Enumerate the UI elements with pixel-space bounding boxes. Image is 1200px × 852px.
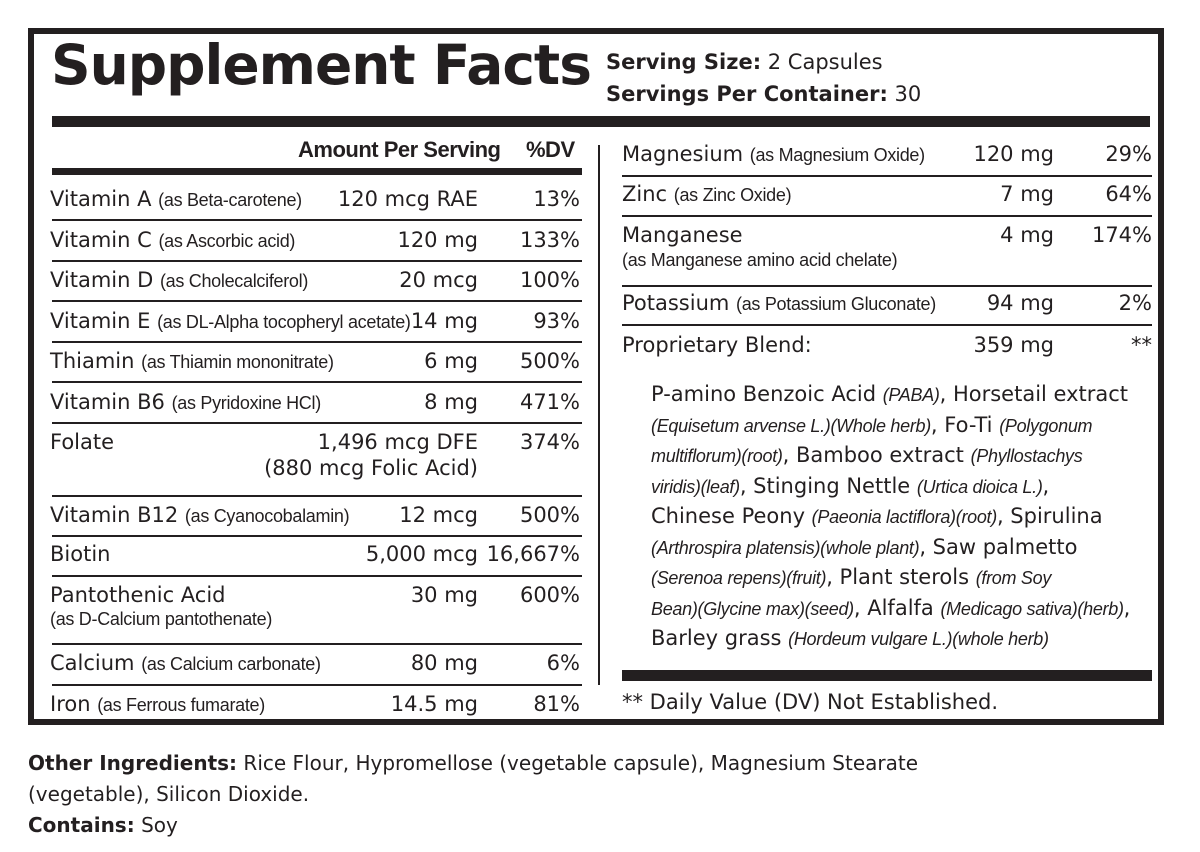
blend-line (651, 411, 1141, 442)
panel-title: Supplement Facts (51, 33, 591, 97)
nutrient-source: (as Cyanocobalamin) (184, 506, 350, 526)
daily-value: 133% (519, 228, 580, 252)
row-divider (52, 300, 582, 302)
row-divider (52, 422, 582, 424)
amount-per-serving: 120 mg (397, 228, 478, 252)
amount-per-serving: 8 mg (424, 390, 478, 414)
botanical-name: (Arthrospira platensis)(whole plant) (651, 537, 920, 558)
daily-value: 64% (1105, 182, 1152, 206)
other-ingredients: Other Ingredients: Rice Flour, Hypromellose (vegetable capsule), Magnesium Stearate (28, 751, 919, 775)
nutrient-name: Pantothenic Acid (50, 583, 226, 607)
nutrient-name: Vitamin C (as Ascorbic acid) (50, 228, 296, 252)
nutrient-name: Vitamin D (as Cholecalciferol) (50, 268, 309, 292)
nutrient-name: Biotin (50, 542, 111, 566)
nutrient-source: (as D-Calcium pantothenate) (50, 609, 273, 629)
ingredient-name: , Plant sterols (826, 565, 976, 589)
amount-per-serving: 12 mcg (399, 503, 478, 527)
amount-per-serving: 5,000 mcg (365, 542, 478, 566)
daily-value: 100% (519, 268, 580, 292)
blend-line (651, 441, 1141, 472)
daily-value: ** (1131, 333, 1152, 357)
amount-per-serving: 7 mg (1000, 182, 1054, 206)
row-divider (52, 219, 582, 221)
nutrient-source: (as Ascorbic acid) (158, 231, 296, 251)
amount-per-serving: 120 mcg RAE (337, 187, 478, 211)
nutrient-name: Thiamin (as Thiamin mononitrate) (50, 349, 334, 373)
row-divider (622, 215, 1152, 217)
amount-per-serving: 20 mcg (399, 268, 478, 292)
nutrient-name: Zinc (as Zinc Oxide) (622, 182, 792, 206)
daily-value: 500% (519, 349, 580, 373)
amount-per-serving: 80 mg (410, 651, 478, 675)
row-divider (52, 575, 582, 577)
daily-value: 93% (533, 309, 580, 333)
nutrient-source: (as Manganese amino acid chelate) (622, 250, 898, 270)
blend-line (651, 472, 1141, 503)
blend-line (651, 502, 1141, 533)
ingredient-name: , Spirulina (996, 504, 1103, 528)
botanical-name: (Serenoa repens)(fruit) (651, 568, 827, 588)
botanical-name: (Equisetum arvense L.)(Whole herb) (651, 415, 931, 436)
ingredient-name: , Bamboo extract (782, 443, 971, 467)
amount-column-header: Amount Per Serving (298, 137, 501, 162)
daily-value: 2% (1118, 291, 1152, 315)
botanical-name: (Hordeum vulgare L.)(whole herb) (788, 629, 1049, 649)
right-bottom-rule (622, 670, 1152, 681)
botanical-name: (Urtica dioica L.) (916, 476, 1043, 497)
amount-per-serving: 359 mg (973, 333, 1054, 357)
nutrient-source: (as Potassium Gluconate) (736, 294, 936, 314)
amount-secondary: (880 mcg Folic Acid) (264, 456, 478, 480)
amount-per-serving: 14.5 mg (390, 692, 478, 716)
amount-per-serving: 1,496 mcg DFE (317, 430, 478, 454)
botanical-name: (PABA) (882, 385, 940, 405)
nutrient-source: (as Zinc Oxide) (673, 185, 792, 205)
other-ingredients-section (28, 748, 1168, 841)
nutrient-name: Magnesium (as Magnesium Oxide) (622, 142, 925, 166)
ingredient-name: , Horsetail extract (939, 382, 1129, 406)
nutrient-source: (as Ferrous fumarate) (97, 695, 265, 715)
amount-per-serving: 4 mg (1000, 223, 1054, 247)
nutrient-name: Vitamin B6 (as Pyridoxine HCl) (50, 390, 321, 414)
row-divider (622, 285, 1152, 287)
ingredient-name: , Fo-Ti (930, 412, 1000, 437)
row-divider (52, 495, 582, 497)
botanical-name: (Medicago sativa)(herb) (940, 598, 1124, 619)
left-header-rule (52, 168, 582, 175)
amount-per-serving: 6 mg (424, 349, 478, 373)
nutrient-source: (as Beta-carotene) (158, 190, 302, 210)
row-divider (52, 260, 582, 262)
ingredient-name: P-amino Benzoic Acid (651, 382, 883, 406)
daily-value: 471% (519, 390, 580, 414)
botanical-name: Bean)(Glycine max)(seed) (651, 598, 854, 619)
nutrient-name: Iron (as Ferrous fumarate) (50, 692, 265, 716)
nutrient-name: Potassium (as Potassium Gluconate) (622, 291, 936, 315)
botanical-name: (Polygonum (999, 415, 1093, 436)
nutrient-name: Vitamin A (as Beta-carotene) (50, 187, 302, 211)
nutrient-source: (as Cholecalciferol) (159, 271, 309, 291)
proprietary-blend-ingredients (651, 380, 1141, 655)
ingredient-name: , (1042, 473, 1050, 498)
row-divider (52, 643, 582, 645)
top-thick-rule (52, 116, 1150, 127)
blend-line (651, 380, 1141, 411)
other-ingredients-cont: (vegetable), Silicon Dioxide. (28, 782, 310, 806)
ingredient-name: , Stinging Nettle (739, 473, 917, 498)
row-divider (52, 535, 582, 537)
amount-per-serving: 30 mg (410, 583, 478, 607)
ingredient-name: , Alfalfa (853, 595, 941, 620)
amount-per-serving: 14 mg (410, 309, 478, 333)
nutrient-name: Vitamin E (as DL-Alpha tocopheryl acetate) (50, 309, 411, 333)
botanical-name: multiflorum)(root) (651, 446, 783, 466)
row-divider (52, 341, 582, 343)
nutrient-source: (as Thiamin mononitrate) (141, 352, 334, 372)
blend-line (651, 624, 1141, 655)
amount-per-serving: 94 mg (986, 291, 1054, 315)
nutrient-name: Manganese (622, 223, 743, 247)
daily-value: 29% (1105, 142, 1152, 166)
botanical-name: (Paeonia lactiflora)(root) (811, 507, 997, 527)
nutrient-name: Calcium (as Calcium carbonate) (50, 651, 321, 675)
ingredient-name: Barley grass (651, 626, 789, 650)
serving-size: Serving Size: 2 Capsules (606, 50, 883, 74)
servings-per-container: Servings Per Container: 30 (606, 82, 922, 106)
nutrient-name: Vitamin B12 (as Cyanocobalamin) (50, 503, 350, 527)
dv-footnote: ** Daily Value (DV) Not Established. (622, 690, 999, 714)
daily-value: 600% (519, 583, 580, 607)
row-divider (622, 175, 1152, 177)
column-divider (598, 145, 600, 685)
blend-line (651, 563, 1141, 594)
nutrient-source: (as Magnesium Oxide) (749, 145, 925, 165)
daily-value: 500% (519, 503, 580, 527)
row-divider (622, 324, 1152, 326)
nutrient-source: (as Calcium carbonate) (141, 654, 321, 674)
daily-value: 374% (519, 430, 580, 454)
daily-value: 81% (533, 692, 580, 716)
botanical-name: (from Soy (975, 568, 1052, 588)
nutrient-source: (as Pyridoxine HCl) (171, 393, 321, 413)
nutrient-name: Proprietary Blend: (622, 333, 812, 357)
daily-value: 174% (1091, 223, 1152, 247)
blend-line (651, 533, 1141, 564)
row-divider (52, 381, 582, 383)
daily-value: 16,667% (486, 542, 580, 566)
nutrient-source: (as DL-Alpha tocopheryl acetate) (157, 312, 411, 332)
daily-value: 13% (533, 187, 580, 211)
ingredient-name: Chinese Peony (651, 504, 812, 528)
ingredient-name: , Saw palmetto (919, 534, 1078, 559)
row-divider (52, 684, 582, 686)
allergen-contains: Contains: Soy (28, 813, 178, 837)
nutrient-name: Folate (50, 430, 115, 454)
botanical-name: viridis)(leaf) (651, 476, 740, 497)
blend-line (651, 594, 1141, 625)
serving-info (606, 46, 921, 110)
botanical-name: (Phyllostachys (970, 446, 1083, 466)
ingredient-name: , (1123, 595, 1131, 620)
daily-value: 6% (546, 651, 580, 675)
amount-per-serving: 120 mg (973, 142, 1054, 166)
dv-column-header: %DV (526, 137, 575, 162)
